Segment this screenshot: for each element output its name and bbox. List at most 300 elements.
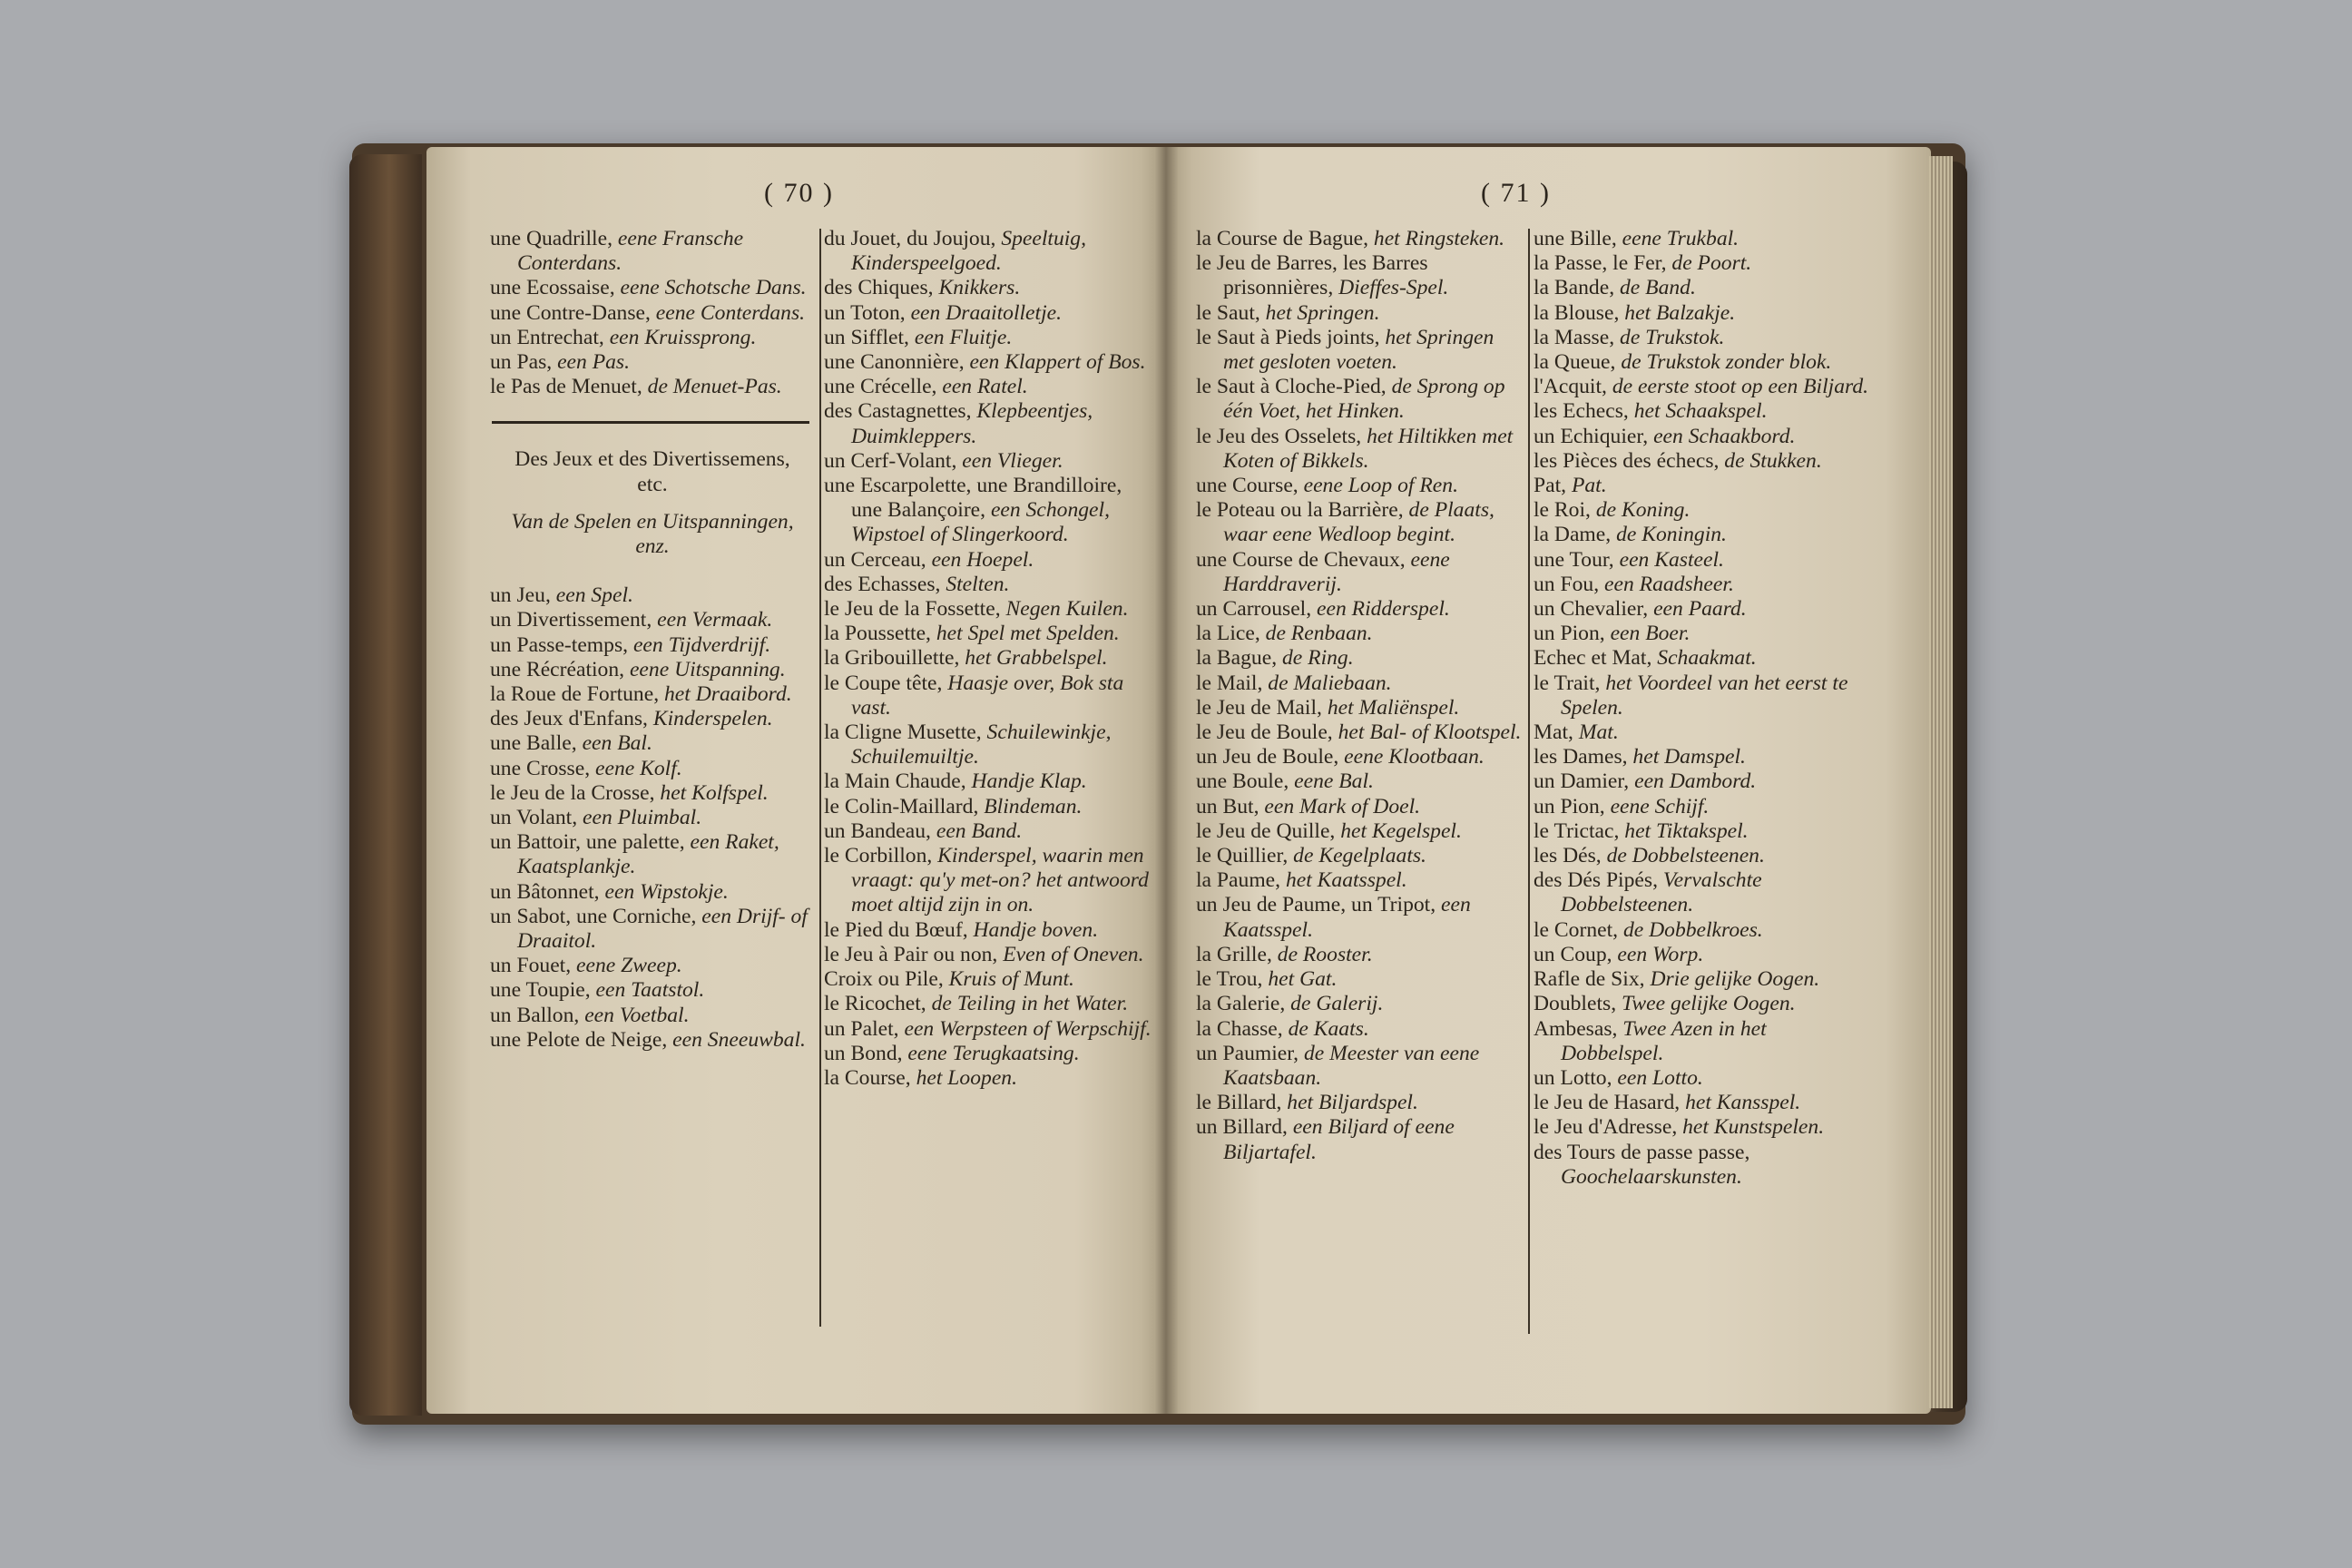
entry-dutch: de Trukstok zonder blok. (1621, 350, 1832, 375)
dictionary-entry (1534, 795, 1871, 819)
entry-dutch: eene Kolf. (595, 756, 682, 780)
entry-french: l'Acquit, (1534, 375, 1612, 399)
entry-french: des Echasses, (824, 572, 946, 596)
entry-dutch: een Lotto. (1617, 1065, 1703, 1090)
dictionary-entry (1196, 868, 1524, 893)
entry-french: un Pion, (1534, 622, 1611, 646)
dictionary-entry (1196, 1091, 1524, 1115)
dictionary-entry (1534, 399, 1871, 424)
entry-dutch: een Ridderspel. (1317, 597, 1450, 622)
dictionary-entry (490, 954, 815, 978)
section-rule (492, 421, 809, 424)
entry-french: un Ballon, (490, 1003, 585, 1027)
dictionary-entry (1534, 646, 1871, 671)
entry-french: une Course de Chevaux, (1196, 547, 1411, 572)
entry-french: la Galerie, (1196, 992, 1291, 1016)
entry-dutch: een Bal. (582, 731, 652, 756)
entry-french: un Fouet, (490, 954, 577, 978)
entry-french: le Jeu de la Crosse, (490, 780, 661, 805)
entry-french: la Blouse, (1534, 300, 1625, 325)
entry-french: des Jeux d'Enfans, (490, 707, 653, 731)
dictionary-entry (1534, 1066, 1871, 1091)
entry-french: un Paumier, (1196, 1041, 1304, 1065)
entry-french: le Trictac, (1534, 818, 1625, 843)
dictionary-entry (1534, 1141, 1871, 1190)
entry-french: le Colin-Maillard, (824, 794, 985, 818)
entry-french: un Bâtonnet, (490, 879, 605, 904)
dictionary-entry (1196, 745, 1524, 769)
entry-french: la Bande, (1534, 276, 1620, 300)
entry-french: la Queue, (1534, 350, 1622, 375)
entry-dutch: een Werpsteen of Werpschijf. (904, 1016, 1152, 1041)
column-divider-left-page (819, 229, 821, 1327)
entry-dutch: eene Terugkaatsing. (907, 1041, 1080, 1065)
entry-dutch: Negen Kuilen. (1005, 597, 1129, 622)
dictionary-entry (1534, 943, 1871, 967)
entry-dutch: de Sprong op één Voet, het Hinken. (1223, 375, 1505, 424)
entry-french: un Pas, (490, 350, 558, 375)
dictionary-entry (1196, 696, 1524, 720)
dictionary-entry (824, 276, 1154, 300)
entry-dutch: de Koningin. (1616, 523, 1727, 547)
entry-french: le Jeu de Barres, les Barres prisonnières, (1196, 251, 1428, 300)
entry-french: la Passe, le Fer, (1534, 251, 1672, 276)
entry-french: le Corbillon, (824, 844, 938, 868)
dictionary-entry (824, 992, 1154, 1016)
entry-french: une Contre-Danse, (490, 300, 656, 325)
dictionary-entry (1196, 227, 1524, 251)
dictionary-entry (490, 880, 815, 905)
entry-dutch: de Ring. (1282, 646, 1354, 671)
entry-french: un Damier, (1534, 769, 1635, 794)
entry-french: une Récréation, (490, 657, 630, 681)
entry-french: le Jeu de Mail, (1196, 695, 1328, 720)
dictionary-entry (824, 548, 1154, 573)
entry-french: la Course, (824, 1065, 916, 1090)
dictionary-entry (824, 819, 1154, 844)
dictionary-entry (1196, 326, 1524, 375)
dictionary-entry (1196, 893, 1524, 942)
entry-dutch: een Ratel. (942, 375, 1028, 399)
dictionary-entry (490, 1004, 815, 1028)
entry-dutch: Goochelaarskunsten. (1561, 1164, 1742, 1189)
entry-dutch: het Tiktakspel. (1624, 818, 1749, 843)
entry-french: Croix ou Pile, (824, 967, 949, 992)
dictionary-entry (1534, 1017, 1871, 1066)
entry-dutch: de Trukstok. (1620, 325, 1725, 349)
dictionary-entry (824, 573, 1154, 597)
dictionary-entry (490, 781, 815, 806)
dictionary-entry (490, 276, 815, 300)
entry-dutch: een Voetbal. (584, 1003, 690, 1027)
dictionary-entry (824, 844, 1154, 918)
entry-dutch: eene Loop of Ren. (1303, 474, 1458, 498)
dictionary-entry (490, 227, 815, 276)
column-4 (1534, 227, 1871, 1190)
entry-dutch: de Maliebaan. (1268, 671, 1392, 695)
entry-dutch: een Vermaak. (657, 608, 773, 632)
dictionary-entry (490, 905, 815, 954)
entry-french: Mat, (1534, 720, 1579, 745)
entry-french: la Lice, (1196, 622, 1266, 646)
entry-french: un Battoir, une palette, (490, 830, 691, 855)
dictionary-entry (824, 1017, 1154, 1042)
entry-dutch: de Teiling in het Water. (931, 992, 1129, 1016)
entry-dutch: het Schaakspel. (1633, 399, 1768, 424)
dictionary-entry (1534, 769, 1871, 794)
entry-french: le Mail, (1196, 671, 1269, 695)
entry-french: la Masse, (1534, 325, 1621, 349)
dictionary-entry (490, 707, 815, 731)
dictionary-entry (1534, 350, 1871, 375)
entry-dutch: het Gat. (1268, 967, 1338, 992)
dictionary-entry (1196, 1017, 1524, 1042)
entry-dutch: Speeltuig, Kinderspeelgoed. (851, 227, 1087, 276)
entry-french: le Jeu de la Fossette, (824, 597, 1006, 622)
dictionary-entry (1534, 523, 1871, 547)
entry-french: un Coup, (1534, 942, 1618, 966)
dictionary-entry (824, 967, 1154, 992)
entry-dutch: het Voordeel van het eerst te Spelen. (1561, 671, 1848, 720)
dictionary-entry (1196, 375, 1524, 424)
entry-dutch: het Kansspel. (1685, 1091, 1801, 1115)
entry-french: un Chevalier, (1534, 597, 1654, 622)
entry-french: Doublets, (1534, 992, 1622, 1016)
entry-dutch: het Draaibord. (664, 682, 792, 707)
dictionary-entry (490, 658, 815, 682)
entry-french: un Jeu de Paume, un Tripot, (1196, 893, 1442, 917)
entry-dutch: eene Harddraverij. (1223, 547, 1450, 596)
entry-dutch: een Schongel, Wipstoel of Slingerkoord. (851, 498, 1110, 547)
entry-french: le Roi, (1534, 498, 1596, 523)
entry-dutch: de Dobbelsteenen. (1606, 844, 1765, 868)
entry-dutch: een Raket, Kaatsplankje. (517, 830, 779, 879)
entry-dutch: de Dobbelkroes. (1622, 917, 1763, 942)
entry-dutch: het Kunstspelen. (1682, 1115, 1825, 1140)
entry-dutch: een Paard. (1653, 597, 1747, 622)
entry-french: Pat, (1534, 474, 1572, 498)
entry-french: une Bille, (1534, 227, 1622, 250)
entry-french: une Toupie, (490, 978, 596, 1003)
entry-french: un Sabot, une Corniche, (490, 904, 702, 928)
entry-french: la Cligne Musette, (824, 720, 987, 745)
entry-dutch: Kinderspel, waarin men vraagt: qu'y met-on? het antwoord moet altijd zijn in on. (851, 844, 1149, 917)
entry-french: le Trou, (1196, 967, 1269, 992)
entry-dutch: een Wipstokje. (604, 879, 729, 904)
dictionary-entry (1534, 548, 1871, 573)
entry-dutch: eene Fransche Conterdans. (517, 227, 744, 276)
entry-dutch: eene Zweep. (576, 954, 682, 978)
dictionary-entry (824, 795, 1154, 819)
entry-dutch: een Tijdverdrijf. (632, 632, 771, 657)
entry-dutch: een Klappert of Bos. (969, 350, 1146, 375)
entry-french: le Jeu d'Adresse, (1534, 1115, 1683, 1140)
section-heading-dutch: Van de Spelen en Uitspanningen, enz. (511, 509, 794, 559)
book-spine-left (349, 154, 422, 1416)
entry-french: le Coupe tête, (824, 671, 948, 695)
entry-dutch: eene Schijf. (1610, 794, 1710, 818)
column-2 (824, 227, 1154, 1091)
dictionary-entry (824, 918, 1154, 943)
entry-french: la Paume, (1196, 868, 1286, 893)
entry-french: un Lotto, (1534, 1065, 1618, 1090)
dictionary-entry (490, 830, 815, 879)
entry-french: un Bond, (824, 1041, 908, 1065)
dictionary-entry (824, 597, 1154, 622)
entry-french: le Pied du Bœuf, (824, 917, 974, 942)
dictionary-entry (490, 978, 815, 1003)
dictionary-entry (1534, 375, 1871, 399)
entry-french: un Toton, (824, 300, 911, 325)
dictionary-entry (824, 1042, 1154, 1066)
entry-french: le Jeu de Hasard, (1534, 1091, 1686, 1115)
dictionary-entry (1196, 671, 1524, 696)
entry-dutch: het Biljardspel. (1287, 1091, 1418, 1115)
entry-dutch: een Mark of Doel. (1264, 794, 1421, 818)
entry-french: un Cerceau, (824, 547, 932, 572)
entry-french: une Escarpolette, une Brandilloire, une Balançoire, (824, 474, 1122, 523)
entry-dutch: de Renbaan. (1265, 622, 1373, 646)
dictionary-entry (1196, 646, 1524, 671)
entry-dutch: eene Schotsche Dans. (620, 276, 807, 300)
dictionary-entry (1196, 498, 1524, 547)
entry-french: un Echiquier, (1534, 424, 1654, 448)
dictionary-entry (824, 622, 1154, 646)
entry-french: la Grille, (1196, 942, 1278, 966)
entry-french: la Dame, (1534, 523, 1617, 547)
entry-dutch: de Menuet-Pas. (647, 375, 782, 399)
entry-dutch: een Sneeuwbal. (672, 1027, 806, 1052)
entry-dutch: Klepbeentjes, Duimkleppers. (851, 399, 1093, 448)
entry-dutch: een Dambord. (1634, 769, 1757, 794)
dictionary-entry (490, 806, 815, 830)
entry-french: la Roue de Fortune, (490, 682, 664, 707)
dictionary-entry (1534, 425, 1871, 449)
entry-dutch: de Kegelplaats. (1293, 844, 1426, 868)
dictionary-entry (490, 682, 815, 707)
entry-french: une Balle, (490, 731, 583, 756)
section-heading-french: Des Jeux et des Divertissemens, etc. (514, 447, 790, 496)
dictionary-entry (1196, 819, 1524, 844)
dictionary-entry (1534, 992, 1871, 1016)
entry-dutch: Handje Klap. (971, 769, 1087, 794)
dictionary-entry (1534, 1115, 1871, 1140)
entry-dutch: eene Conterdans. (655, 300, 806, 325)
entry-dutch: Twee Azen in het Dobbelspel. (1561, 1016, 1767, 1065)
entry-dutch: een Draaitolletje. (910, 300, 1063, 325)
entry-french: une Boule, (1196, 769, 1295, 794)
entry-french: Rafle de Six, (1534, 967, 1651, 992)
dictionary-entry (1534, 251, 1871, 276)
entry-french: un Carrousel, (1196, 597, 1318, 622)
entry-dutch: het Bal- of Klootspel. (1338, 720, 1522, 745)
entry-french: du Jouet, du Joujou, (824, 227, 1002, 250)
dictionary-entry (1196, 597, 1524, 622)
entry-dutch: een Kasteel. (1619, 547, 1724, 572)
dictionary-entry (824, 1066, 1154, 1091)
entry-dutch: Pat. (1571, 474, 1607, 498)
entry-dutch: het Springen met gesloten voeten. (1223, 325, 1494, 375)
dictionary-entry (1196, 251, 1524, 300)
entry-dutch: eene Bal. (1294, 769, 1374, 794)
dictionary-entry (824, 943, 1154, 967)
entry-dutch: Even of Oneven. (1003, 942, 1144, 966)
entry-dutch: eene Klootbaan. (1344, 745, 1485, 769)
entry-dutch: Kruis of Munt. (948, 967, 1074, 992)
dictionary-entry (1196, 622, 1524, 646)
entry-dutch: de Plaats, waar eene Wedloop begint. (1223, 498, 1494, 547)
entry-french: un But, (1196, 794, 1265, 818)
entry-dutch: een Raadsheer. (1604, 572, 1734, 596)
entry-french: le Quillier, (1196, 844, 1294, 868)
dictionary-entry (490, 326, 815, 350)
page-edges (1929, 156, 1953, 1408)
dictionary-entry (1534, 597, 1871, 622)
entry-dutch: een Schaakbord. (1653, 424, 1796, 448)
entry-dutch: de Galerij. (1290, 992, 1384, 1016)
dictionary-entry (824, 399, 1154, 448)
dictionary-entry (1196, 474, 1524, 498)
entry-dutch: eene Trukbal. (1622, 227, 1740, 250)
entry-dutch: het Ringsteken. (1373, 227, 1505, 250)
dictionary-entry (1196, 1042, 1524, 1091)
entry-dutch: Twee gelijke Oogen. (1622, 992, 1796, 1016)
dictionary-entry (824, 326, 1154, 350)
dictionary-entry (824, 301, 1154, 326)
entry-dutch: Stelten. (946, 572, 1010, 596)
entry-dutch: de eerste stoot op een Biljard. (1612, 375, 1869, 399)
entry-dutch: Haasje over, Bok sta vast. (851, 671, 1124, 720)
dictionary-entry (490, 633, 815, 658)
entry-dutch: Schuilewinkje, Schuilemuiltje. (851, 720, 1112, 769)
entry-french: les Dames, (1534, 745, 1633, 769)
dictionary-entry (1196, 425, 1524, 474)
dictionary-entry (1534, 967, 1871, 992)
entry-dutch: de Koning. (1595, 498, 1690, 523)
dictionary-entry (1534, 326, 1871, 350)
entry-dutch: Mat. (1578, 720, 1619, 745)
entry-dutch: de Poort. (1671, 251, 1752, 276)
entry-french: une Ecossaise, (490, 276, 621, 300)
entry-french: un Billard, (1196, 1115, 1293, 1140)
entry-french: Echec et Mat, (1534, 646, 1658, 671)
dictionary-entry (824, 671, 1154, 720)
entry-dutch: het Damspel. (1632, 745, 1746, 769)
dictionary-entry (1196, 1115, 1524, 1164)
dictionary-entry (1534, 918, 1871, 943)
entry-french: des Dés Pipés, (1534, 868, 1663, 893)
entry-french: des Tours de passe passe, (1534, 1140, 1750, 1164)
entry-dutch: een Taatstol. (595, 978, 705, 1003)
entry-french: des Castagnettes, (824, 399, 977, 424)
dictionary-entry (824, 769, 1154, 794)
entry-french: une Quadrille, (490, 227, 618, 250)
entry-french: un Palet, (824, 1016, 905, 1041)
dictionary-entry (824, 449, 1154, 474)
dictionary-entry (490, 301, 815, 326)
entry-french: le Cornet, (1534, 917, 1623, 942)
entry-french: le Saut à Pieds joints, (1196, 325, 1386, 349)
entry-dutch: de Kaats. (1288, 1016, 1369, 1041)
dictionary-entry (1196, 795, 1524, 819)
entry-french: une Canonnière, (824, 350, 970, 375)
entry-french: le Jeu des Osselets, (1196, 424, 1367, 448)
page-number-left: ( 70 ) (764, 178, 834, 208)
entry-french: le Jeu de Quille, (1196, 818, 1341, 843)
entry-french: les Pièces des échecs, (1534, 448, 1725, 473)
entry-dutch: het Spel met Spelden. (936, 622, 1120, 646)
entry-dutch: Blindeman. (984, 794, 1083, 818)
dictionary-entry (824, 227, 1154, 276)
book-gutter (1154, 147, 1178, 1414)
dictionary-entry (1534, 1091, 1871, 1115)
entry-french: la Poussette, (824, 622, 936, 646)
entry-dutch: een Band. (936, 818, 1023, 843)
dictionary-entry (1534, 819, 1871, 844)
entry-dutch: een Pluimbal. (583, 806, 702, 830)
column-divider-right-page (1528, 229, 1530, 1334)
entry-dutch: het Kolfspel. (660, 780, 769, 805)
dictionary-entry (1196, 720, 1524, 745)
column-1 (490, 227, 815, 1053)
entry-french: une Crécelle, (824, 375, 943, 399)
dictionary-entry (1534, 671, 1871, 720)
entry-french: un Sifflet, (824, 325, 915, 349)
entry-dutch: een Kruissprong. (609, 325, 757, 349)
entry-french: le Billard, (1196, 1091, 1288, 1115)
entry-french: les Dés, (1534, 844, 1607, 868)
dictionary-entry (490, 583, 815, 608)
dictionary-entry (1196, 844, 1524, 868)
dictionary-entry (824, 350, 1154, 375)
entry-french: un Volant, (490, 806, 583, 830)
entry-dutch: de Stukken. (1724, 448, 1822, 473)
entry-dutch: het Maliënspel. (1327, 695, 1460, 720)
entry-french: la Chasse, (1196, 1016, 1289, 1041)
entry-french: un Bandeau, (824, 818, 936, 843)
entry-dutch: het Hiltikken met Koten of Bikkels. (1223, 424, 1514, 473)
entry-dutch: het Kegelspel. (1340, 818, 1462, 843)
dictionary-entry (1534, 227, 1871, 251)
entry-french: des Chiques, (824, 276, 939, 300)
entry-french: le Jeu de Boule, (1196, 720, 1338, 745)
entry-dutch: een Worp. (1617, 942, 1704, 966)
entry-dutch: een Vlieger. (962, 448, 1063, 473)
entry-dutch: Schaakmat. (1657, 646, 1757, 671)
dictionary-entry (1196, 967, 1524, 992)
page-number-right: ( 71 ) (1481, 178, 1551, 208)
entry-dutch: het Loopen. (916, 1065, 1017, 1090)
entry-french: la Bague, (1196, 646, 1282, 671)
entry-dutch: een Spel. (555, 583, 633, 608)
entry-french: Ambesas, (1534, 1016, 1623, 1041)
entry-dutch: Vervalschte Dobbelsteenen. (1561, 868, 1762, 917)
entry-dutch: een Pas. (557, 350, 631, 375)
entry-french: la Main Chaude, (824, 769, 972, 794)
entry-french: un Pion, (1534, 794, 1611, 818)
entry-french: les Echecs, (1534, 399, 1634, 424)
entry-french: un Jeu, (490, 583, 556, 608)
entry-french: le Ricochet, (824, 992, 932, 1016)
dictionary-entry (490, 757, 815, 781)
entry-french: une Tour, (1534, 547, 1620, 572)
dictionary-entry (1534, 301, 1871, 326)
dictionary-entry (1196, 548, 1524, 597)
entry-dutch: het Kaatsspel. (1285, 868, 1407, 893)
entry-dutch: de Rooster. (1277, 942, 1373, 966)
entry-french: le Jeu à Pair ou non, (824, 942, 1004, 966)
entry-french: un Cerf-Volant, (824, 448, 963, 473)
